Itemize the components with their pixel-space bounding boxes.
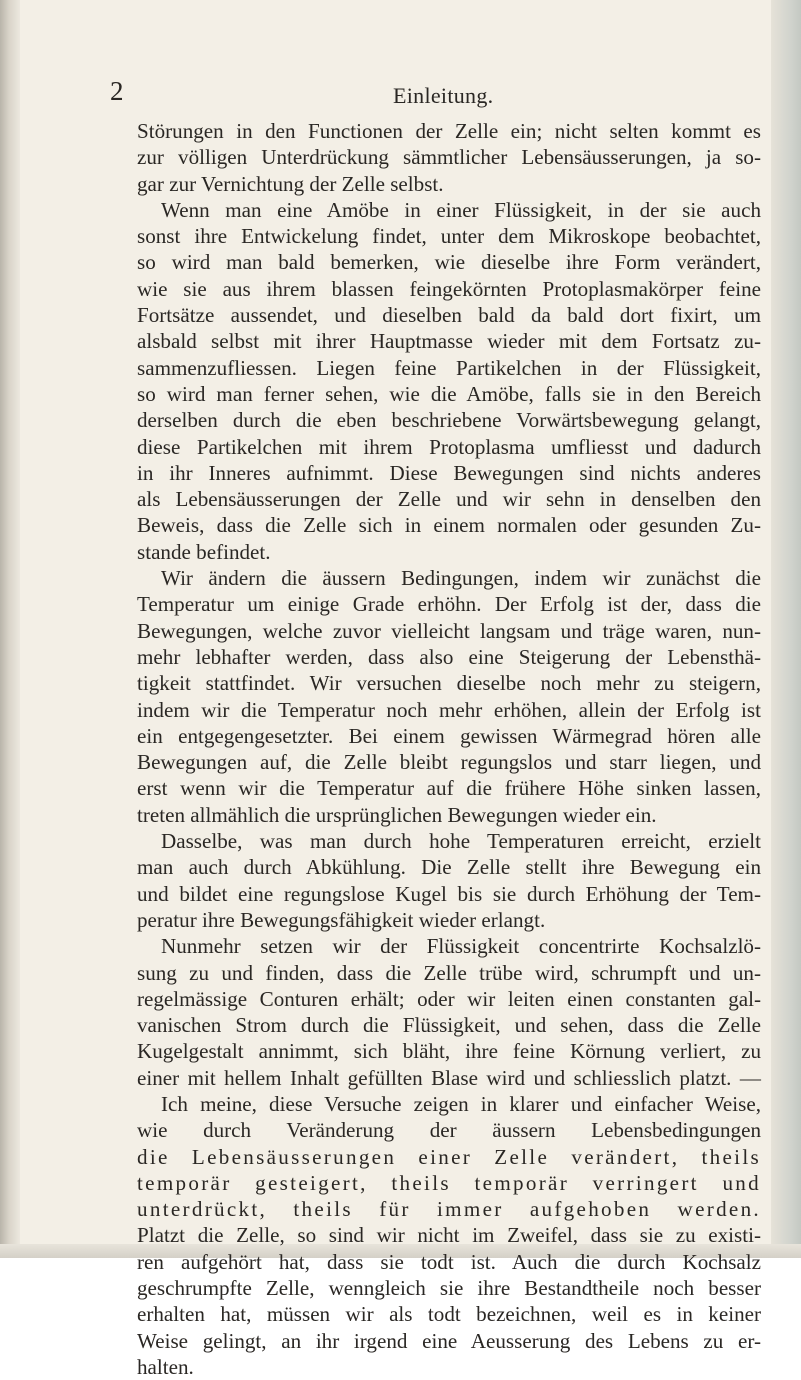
- text-line: Kugelgestalt annimmt, sich bläht, ihre feine Körnung verliert, zu: [137, 1039, 761, 1064]
- text-line: als Lebensäusserungen der Zelle und wir sehn in denselben den: [137, 487, 761, 512]
- text-line: stande befindet.: [137, 539, 271, 564]
- text-line: Nunmehr setzen wir der Flüssigkeit concentrirte Kochsalzlö-: [161, 934, 761, 959]
- text-line: halten.: [137, 1354, 194, 1379]
- text-line: man auch durch Abkühlung. Die Zelle stellt ihre Bewegung ein: [137, 855, 761, 880]
- text-line: einer mit hellem Inhalt gefüllten Blase wird und schliesslich platzt. —: [137, 1065, 761, 1090]
- text-line: erst wenn wir die Temperatur auf die frühere Höhe sinken lassen,: [137, 776, 761, 801]
- text-line: Temperatur um einige Grade erhöhn. Der Erfolg ist der, dass die: [137, 592, 761, 617]
- text-line: Wenn man eine Amöbe in einer Flüssigkeit, in der sie auch: [161, 197, 761, 222]
- text-line-emphasis: unterdrückt, theils für immer aufgehoben werden.: [137, 1197, 761, 1222]
- body-text: [137, 118, 761, 1380]
- text-line: alsbald selbst mit ihrer Hauptmasse wieder mit dem Fortsatz zu-: [137, 329, 761, 354]
- text-line: Störungen in den Functionen der Zelle ein; nicht selten kommt es: [137, 119, 761, 143]
- text-line: derselben durch die eben beschriebene Vorwärtsbewegung gelangt,: [137, 408, 761, 433]
- text-line: in ihr Inneres aufnimmt. Diese Bewegungen sind nichts anderes: [137, 460, 761, 485]
- text-line: wie sie aus ihrem blassen feingekörnten Protoplasmakörper feine: [137, 276, 761, 301]
- text-line: ren aufgehört hat, dass sie todt ist. Auch die durch Kochsalz: [137, 1249, 761, 1274]
- text-line: Ich meine, diese Versuche zeigen in klarer und einfacher Weise,: [161, 1091, 761, 1116]
- text-line: zur völligen Unterdrückung sämmtlicher Lebensäusserungen, ja so-: [137, 145, 761, 170]
- text-line: erhalten hat, müssen wir als todt bezeichnen, weil es in keiner: [137, 1302, 761, 1327]
- text-line: vanischen Strom durch die Flüssigkeit, und sehen, dass die Zelle: [137, 1013, 761, 1038]
- running-head: Einleitung.: [393, 83, 494, 108]
- text-line-emphasis: wie durch Veränderung der äussern Lebensbedingungen: [137, 1118, 761, 1143]
- text-line: gar zur Vernichtung der Zelle selbst.: [137, 171, 444, 196]
- text-line: so wird man ferner sehen, wie die Amöbe, falls sie in den Bereich: [137, 381, 761, 406]
- page-binding-edge: [0, 0, 20, 1258]
- text-line: diese Partikelchen mit ihrem Protoplasma umfliesst und dadurch: [137, 434, 761, 459]
- text-line: Dasselbe, was man durch hohe Temperaturen erreicht, erzielt: [161, 829, 761, 854]
- text-line: sammenzufliessen. Liegen feine Partikelchen in der Flüssigkeit,: [137, 355, 761, 380]
- text-line-emphasis: temporär gesteigert, theils temporär verringert und: [137, 1170, 761, 1195]
- text-line: indem wir die Temperatur noch mehr erhöhen, allein der Erfolg ist: [137, 697, 761, 722]
- text-line: Fortsätze aussendet, und dieselben bald da bald dort fixirt, um: [137, 303, 761, 328]
- text-line: Platzt die Zelle, so sind wir nicht im Zweifel, dass sie zu existi-: [137, 1223, 761, 1248]
- text-line: geschrumpfte Zelle, wenngleich sie ihre Bestandtheile noch besser: [137, 1276, 761, 1301]
- text-line: mehr lebhafter werden, dass also eine Steigerung der Lebensthä-: [137, 644, 761, 669]
- text-line: peratur ihre Bewegungsfähigkeit wieder erlangt.: [137, 907, 546, 932]
- text-line: Bewegungen, welche zuvor vielleicht langsam und träge waren, nun-: [137, 618, 761, 643]
- text-line: ein entgegengesetzter. Bei einem gewissen Wärmegrad hören alle: [137, 723, 761, 748]
- text-line: Weise gelingt, an ihr irgend eine Aeusserung des Lebens zu er-: [137, 1328, 761, 1353]
- text-line: sonst ihre Entwickelung findet, unter dem Mikroskope beobachtet,: [137, 224, 761, 249]
- text-line: Wir ändern die äussern Bedingungen, indem wir zunächst die: [161, 566, 761, 591]
- page-number: 2: [110, 76, 124, 106]
- text-line: treten allmählich die ursprünglichen Bewegungen wieder ein.: [137, 802, 657, 827]
- text-line: und bildet eine regungslose Kugel bis sie durch Erhöhung der Tem-: [137, 881, 761, 906]
- text-line: Bewegungen auf, die Zelle bleibt regungslos und starr liegen, und: [137, 750, 761, 775]
- text-line: so wird man bald bemerken, wie dieselbe ihre Form verändert,: [137, 250, 761, 275]
- page-right-edge: [771, 0, 801, 1258]
- text-line: tigkeit stattfindet. Wir versuchen dieselbe noch mehr zu steigern,: [137, 671, 761, 696]
- text-line: sung zu und finden, dass die Zelle trübe wird, schrumpft und un-: [137, 960, 761, 985]
- text-line: Beweis, dass die Zelle sich in einem normalen oder gesunden Zu-: [137, 513, 761, 538]
- text-line: regelmässige Conturen erhält; oder wir leiten einen constanten gal-: [137, 986, 761, 1011]
- text-line-emphasis: die Lebensäusserungen einer Zelle verändert, theils: [137, 1144, 761, 1169]
